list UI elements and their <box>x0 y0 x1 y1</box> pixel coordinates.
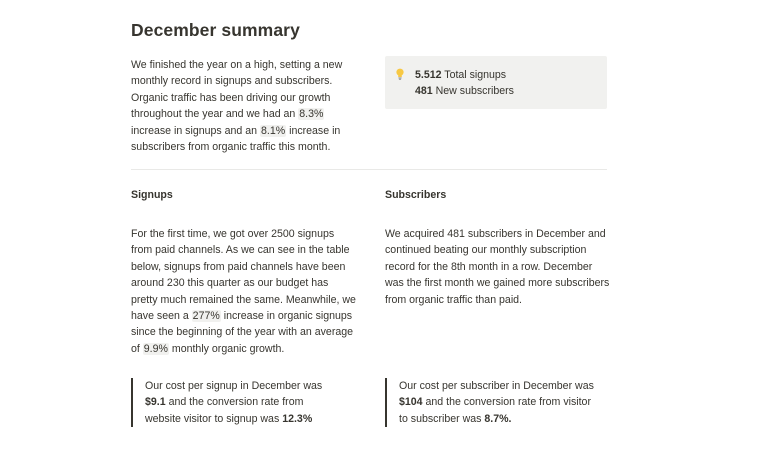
page-title: December summary <box>131 20 300 40</box>
intro-paragraph <box>131 57 356 155</box>
new-subscribers-label: New subscribers <box>432 85 514 98</box>
signups-text: For the first time, we got over 2500 signups from paid channels. As we can see in the table below, signups from paid channels have been around 230 this quarter as our budget has pretty much remained the same. Meanwhile, we have seen a <box>131 228 356 323</box>
quote-text: Our cost per signup in December was <box>145 380 323 392</box>
subscribers-column <box>385 188 610 306</box>
signups-paragraph <box>131 226 356 357</box>
subscribers-heading: Subscribers <box>385 189 447 201</box>
highlight-monthly-growth: 9.9% <box>143 342 168 355</box>
divider <box>131 169 607 170</box>
quote-text: and the conversion rate from website visitor to signup was <box>145 396 304 425</box>
signups-text: increase in organic signups since the beginning of the year with an average of <box>131 310 354 355</box>
new-subscribers-value: 481 <box>415 85 433 98</box>
signup-cost-quote <box>131 378 341 427</box>
signups-text: monthly organic growth. <box>168 342 285 355</box>
cost-per-signup: $9.1 <box>145 396 166 409</box>
subscriber-conversion-rate: 8.7%. <box>484 412 512 425</box>
new-subscribers-line <box>415 83 514 99</box>
highlight-subscribers-increase: 8.1% <box>260 124 286 137</box>
signups-heading: Signups <box>131 189 173 201</box>
total-signups-label: Total signups <box>441 69 507 81</box>
quote-text: Our cost per subscriber in December was <box>399 380 594 392</box>
intro-text: increase in signups and an <box>131 124 260 137</box>
intro-text: increase in subscribers from organic traffic this month. <box>131 124 341 154</box>
callout-lines <box>415 67 514 100</box>
subscriber-cost-quote <box>385 378 595 427</box>
quote-text: and the conversion rate from visitor to subscriber was <box>399 396 591 425</box>
highlight-signups-increase: 8.3% <box>299 108 324 121</box>
subscribers-paragraph: We acquired 481 subscribers in December and continued beating our monthly subscription record for the 8th month in a row. December was the first month we gained more subscribers from organic traffic than paid. <box>385 228 610 306</box>
total-signups-line <box>415 67 514 83</box>
intro-text: We finished the year on a high, setting a new monthly record in signups and subscribers. Organic traffic has been driving our growth throughout the year and we had an <box>131 59 343 121</box>
highlight-organic-increase: 277% <box>192 310 220 323</box>
total-signups-value: 5.512 <box>415 69 442 81</box>
stats-callout <box>385 56 607 109</box>
signup-conversion-rate: 12.3% <box>282 412 313 425</box>
signups-column <box>131 188 356 355</box>
lightbulb-icon <box>395 68 405 80</box>
cost-per-subscriber: $104 <box>399 396 423 409</box>
